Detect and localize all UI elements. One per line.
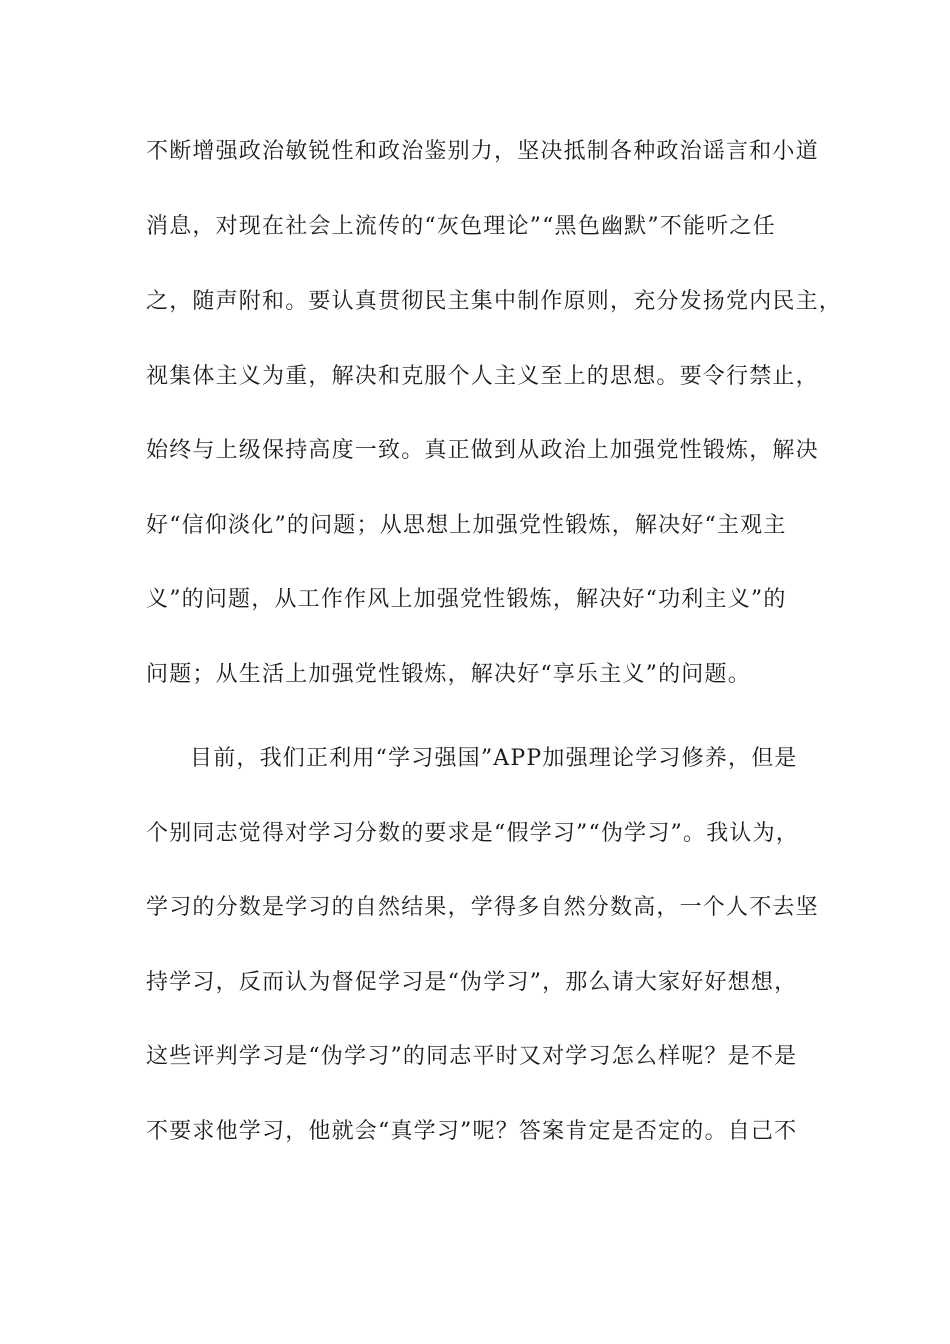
paragraph-1-line-4: 视集体主义为重，解决和克服个人主义至上的思想。要令行禁止，: [146, 364, 819, 389]
paragraph-2-line-6: 不要求他学习，他就会“真学习”呢？答案肯定是否定的。自己不: [146, 1119, 798, 1144]
paragraph-1-line-2: 消息，对现在社会上流传的“灰色理论”“黑色幽默”不能听之任: [146, 214, 776, 239]
paragraph-2-line-4: 持学习，反而认为督促学习是“伪学习”，那么请大家好好想想，: [146, 970, 798, 995]
paragraph-1-line-7: 义”的问题，从工作作风上加强党性锻炼，解决好“功利主义”的: [146, 587, 787, 612]
paragraph-2-line-1: 目前，我们正利用“学习强国”APP加强理论学习修养，但是: [190, 746, 798, 771]
paragraph-1-line-8: 问题；从生活上加强党性锻炼，解决好“享乐主义”的问题。: [146, 662, 751, 687]
paragraph-1-line-5: 始终与上级保持高度一致。真正做到从政治上加强党性锻炼，解决: [146, 438, 819, 463]
paragraph-2-line-3: 学习的分数是学习的自然结果，学得多自然分数高，一个人不去坚: [146, 895, 819, 920]
paragraph-1-line-3: 之，随声附和。要认真贯彻民主集中制作原则，充分发扬党内民主，: [146, 289, 843, 314]
paragraph-1-line-1: 不断增强政治敏锐性和政治鉴别力，坚决抵制各种政治谣言和小道: [146, 139, 819, 164]
paragraph-1-line-6: 好“信仰淡化”的问题；从思想上加强党性锻炼，解决好“主观主: [146, 513, 787, 538]
paragraph-2-line-2: 个别同志觉得对学习分数的要求是“假学习”“伪学习”。我认为，: [146, 821, 799, 846]
paragraph-2-line-5: 这些评判学习是“伪学习”的同志平时又对学习怎么样呢？是不是: [146, 1044, 798, 1069]
